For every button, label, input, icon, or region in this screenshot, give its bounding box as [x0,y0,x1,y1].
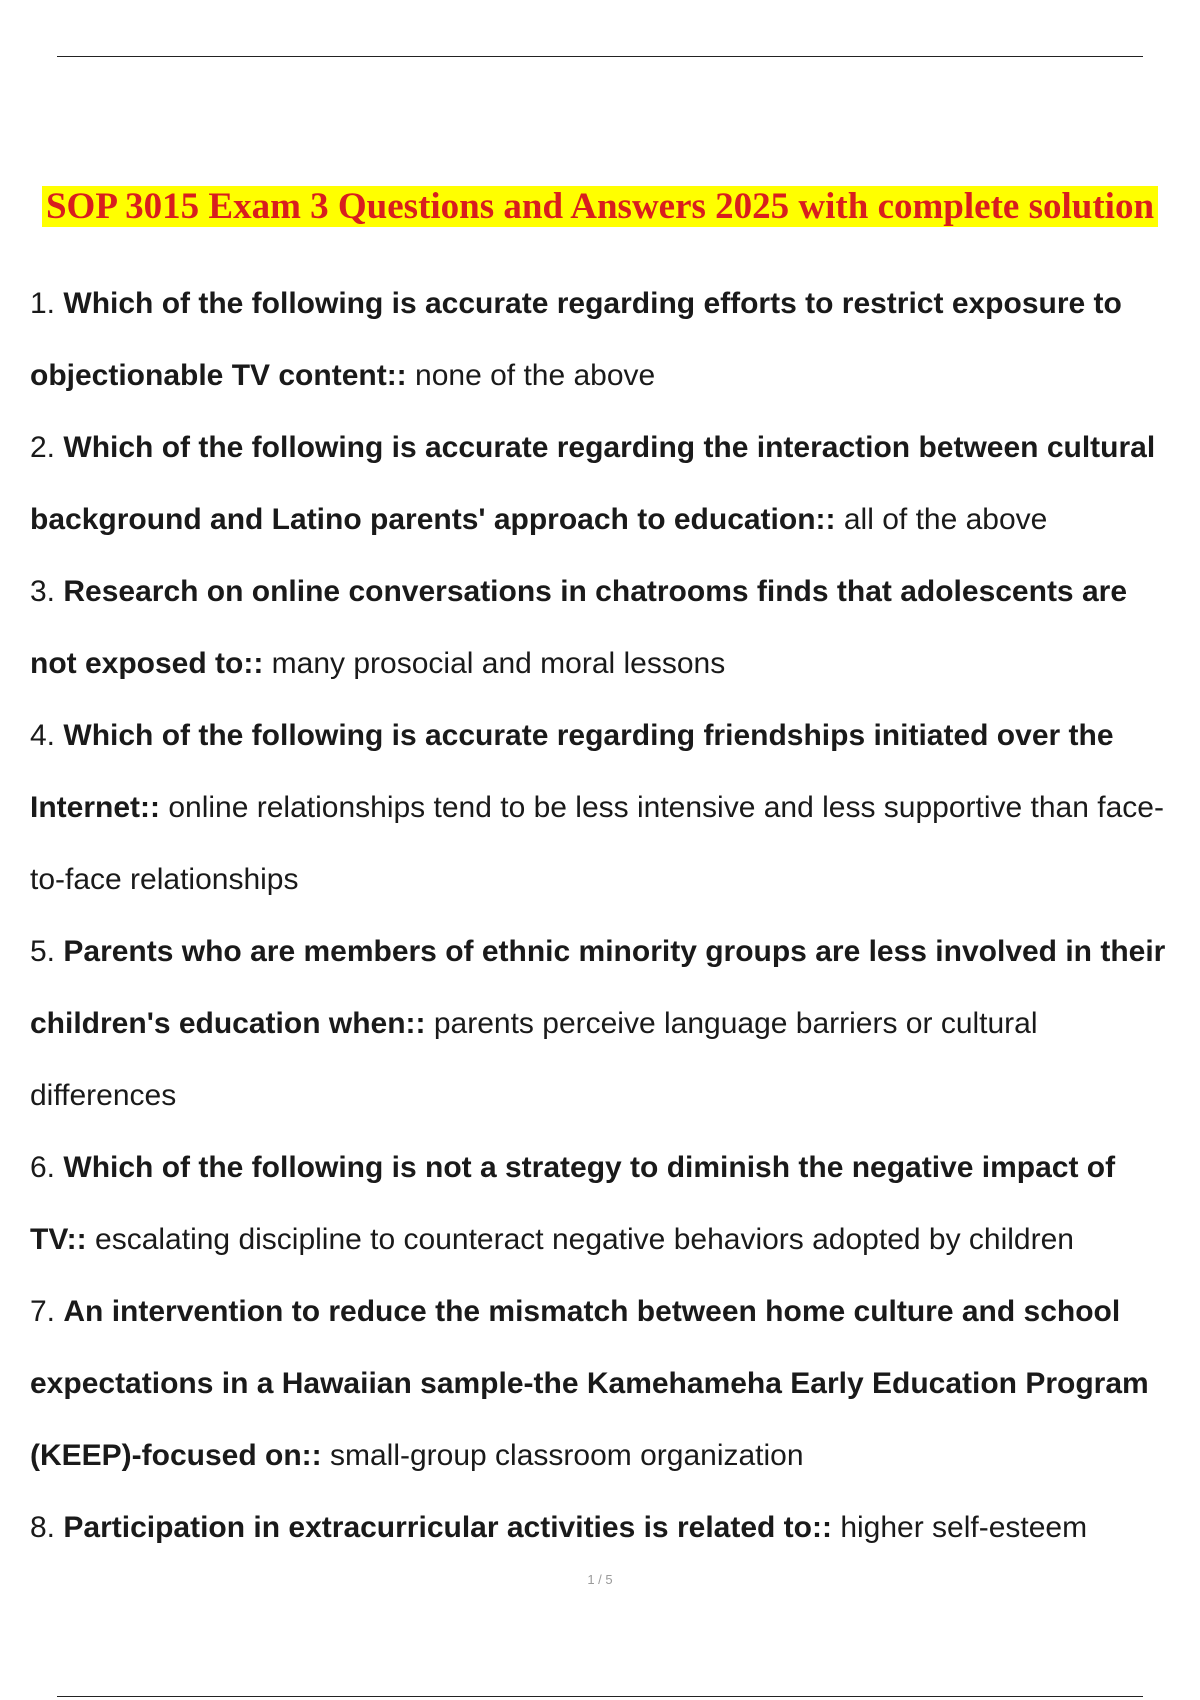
bottom-rule [57,1696,1143,1697]
top-rule [57,56,1143,57]
question-item-1 [30,268,1180,412]
answer-text: online relationships tend to be less intensive and less supportive than face-to-face relationships [30,791,1164,896]
question-text: An intervention to reduce the mismatch between home culture and school expectations in a Hawaiian sample-the Kamehameha Early Education Program (KEEP)-focused on:: [30,1295,1149,1472]
answer-text: parents perceive language barriers or cultural differences [30,1007,1038,1112]
question-text: Which of the following is accurate regarding the interaction between cultural background and Latino parents' approach to education:: [30,431,1156,536]
answer-text: none of the above [415,359,656,392]
question-number: 1. [30,287,56,320]
answer-text: higher self-esteem [840,1511,1088,1544]
question-number: 5. [30,935,56,968]
question-number: 6. [30,1151,56,1184]
question-text: Which of the following is accurate regarding efforts to restrict exposure to objectionable TV content:: [30,287,1122,392]
question-list [30,268,1180,1564]
document-title-text: SOP 3015 Exam 3 Questions and Answers 2025 with complete solution [42,186,1158,227]
question-number: 8. [30,1511,56,1544]
question-item-5 [30,916,1180,1132]
answer-text: small-group classroom organization [330,1439,804,1472]
question-text: Research on online conversations in chatrooms finds that adolescents are not exposed to:: [30,575,1127,680]
question-number: 7. [30,1295,56,1328]
question-item-2 [30,412,1180,556]
question-text: Which of the following is accurate regarding friendships initiated over the Internet:: [30,719,1114,824]
question-number: 2. [30,431,56,464]
question-item-7 [30,1276,1180,1492]
question-text: Which of the following is not a strategy to diminish the negative impact of TV:: [30,1151,1116,1256]
question-number: 3. [30,575,56,608]
document-title [0,184,1200,230]
answer-text: escalating discipline to counteract negative behaviors adopted by children [95,1223,1074,1256]
question-number: 4. [30,719,56,752]
question-item-8 [30,1492,1180,1564]
question-item-6 [30,1132,1180,1276]
page-number: 1 / 5 [587,1572,613,1587]
answer-text: many prosocial and moral lessons [271,647,726,680]
question-text: Participation in extracurricular activities is related to:: [63,1511,832,1544]
question-item-4 [30,700,1180,916]
question-text: Parents who are members of ethnic minority groups are less involved in their children's education when:: [30,935,1166,1040]
question-item-3 [30,556,1180,700]
answer-text: all of the above [843,503,1048,536]
